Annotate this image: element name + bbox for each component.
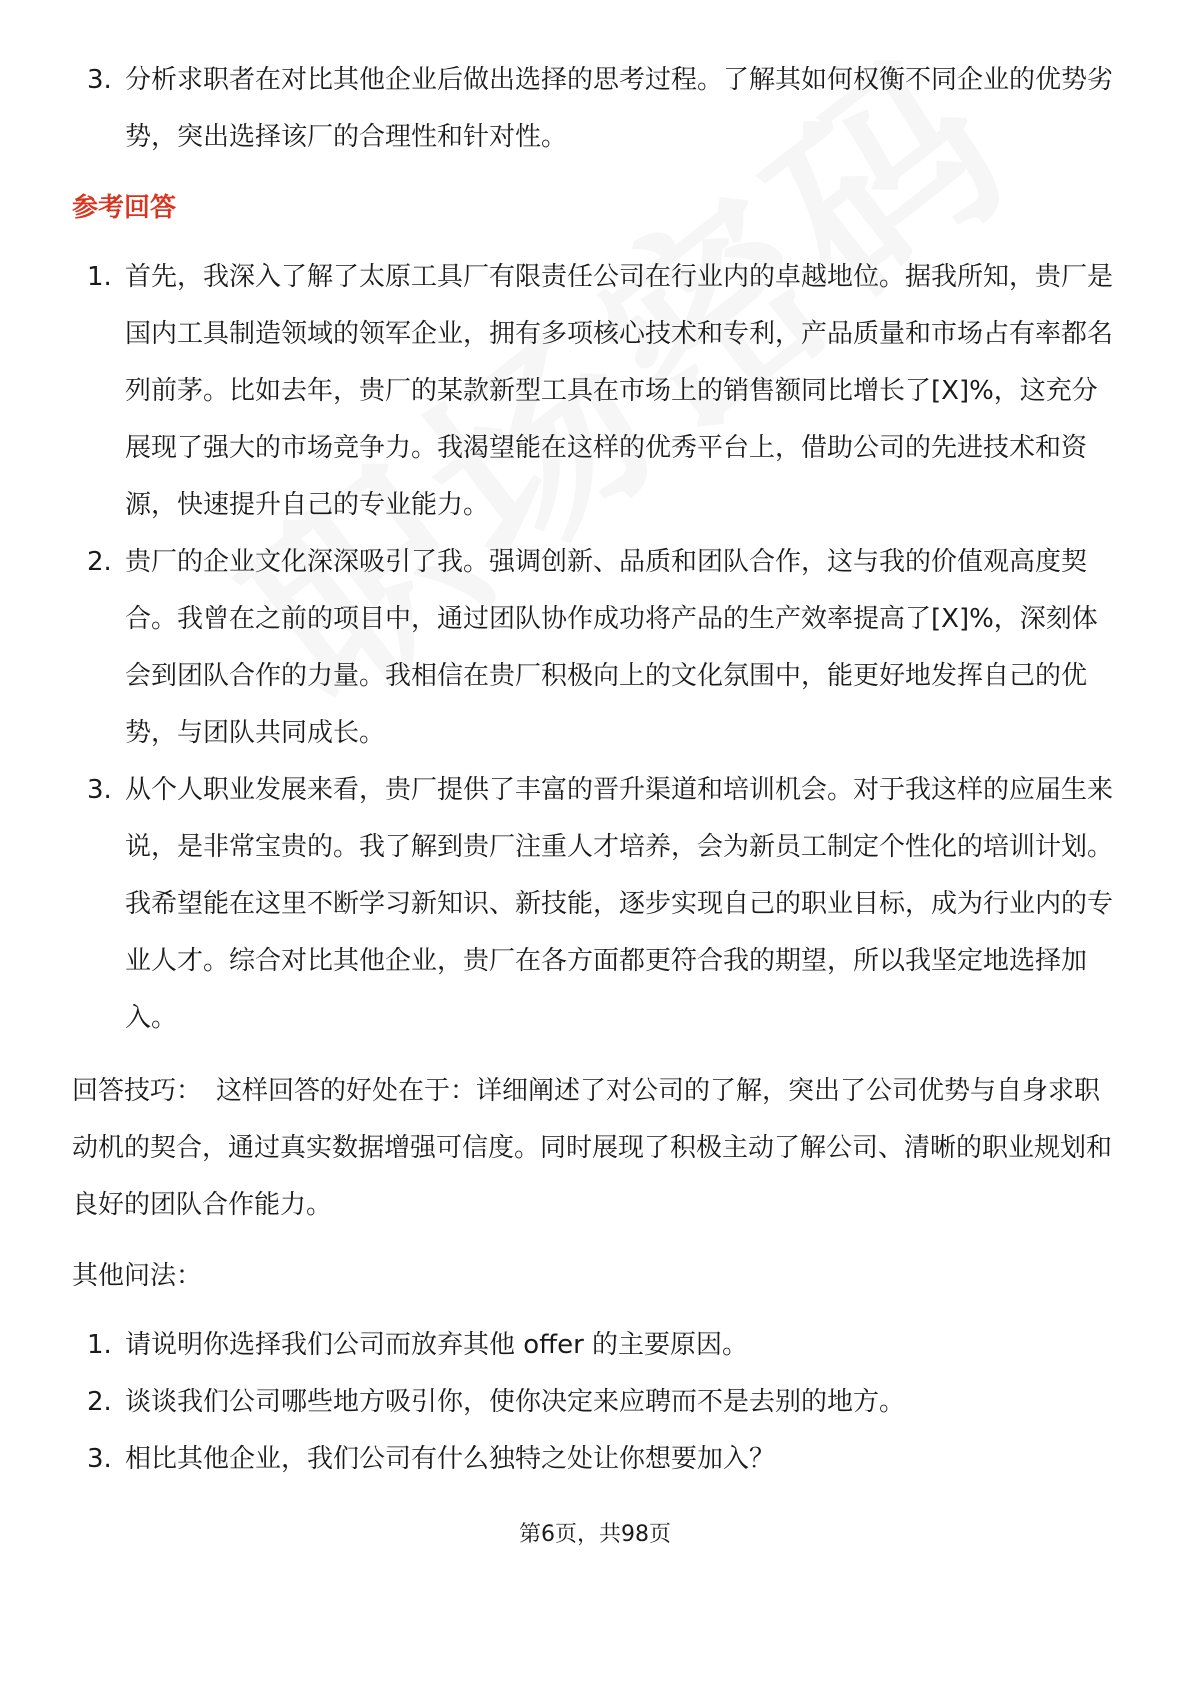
list-item-number: 3. (87, 775, 112, 805)
list-item-text: 相比其他企业，我们公司有什么独特之处让你想要加入？ (125, 1444, 776, 1474)
list-item-number: 1. (87, 1330, 112, 1360)
list-item-number: 1. (87, 262, 112, 292)
other-questions-heading: 其他问法： (72, 1261, 203, 1291)
list-item-text: 首先，我深入了解了太原工具厂有限责任公司在行业内的卓越地位。据我所知，贵厂是国内工具制造领域的领军企业，拥有多项核心技术和专利，产品质量和市场占有率都名列前茅。比如去年，贵厂的某款新型工具在市场上的销售额同比增长了[X]%，这充分展现了强大的市场竞争力。我渴望能在这样的优秀平台上，借助公司的先进技术和资源，快速提升自己的专业能力。 (125, 262, 1114, 520)
list-item-number: 3. (87, 65, 112, 95)
list-item-number: 3. (87, 1444, 112, 1474)
intro-list (72, 52, 1118, 166)
other-questions-list (72, 1317, 1118, 1488)
list-item (72, 534, 1118, 762)
list-item (72, 52, 1118, 166)
list-item (72, 1317, 1118, 1374)
list-item-text: 从个人职业发展来看，贵厂提供了丰富的晋升渠道和培训机会。对于我这样的应届生来说，是非常宝贵的。我了解到贵厂注重人才培养，会为新员工制定个性化的培训计划。我希望能在这里不断学习新知识、新技能，逐步实现自己的职业目标，成为行业内的专业人才。综合对比其他企业，贵厂在各方面都更符合我的期望，所以我坚定地选择加入。 (125, 775, 1114, 1033)
tips-label: 回答技巧： (72, 1076, 203, 1106)
list-item-number: 2. (87, 547, 112, 577)
page-number: 第6页，共98页 (519, 1522, 671, 1547)
answer-list (72, 249, 1118, 1047)
list-item (72, 1374, 1118, 1431)
tips-text: 这样回答的好处在于：详细阐述了对公司的了解，突出了公司优势与自身求职动机的契合，通过真实数据增强可信度。同时展现了积极主动了解公司、清晰的职业规划和良好的团队合作能力。 (72, 1076, 1113, 1220)
answer-heading: 参考回答 (72, 193, 177, 223)
list-item-number: 2. (87, 1387, 112, 1417)
list-item (72, 249, 1118, 534)
list-item (72, 762, 1118, 1047)
list-item-text: 贵厂的企业文化深深吸引了我。强调创新、品质和团队合作，这与我的价值观高度契合。我曾在之前的项目中，通过团队协作成功将产品的生产效率提高了[X]%，深刻体会到团队合作的力量。我相信在贵厂积极向上的文化氛围中，能更好地发挥自己的优势，与团队共同成长。 (125, 547, 1098, 748)
tips-paragraph (72, 1063, 1118, 1234)
list-item-text: 分析求职者在对比其他企业后做出选择的思考过程。了解其如何权衡不同企业的优势劣势，突出选择该厂的合理性和针对性。 (125, 65, 1114, 152)
page-content (72, 52, 1118, 1488)
list-item-text: 谈谈我们公司哪些地方吸引你，使你决定来应聘而不是去别的地方。 (125, 1387, 906, 1417)
list-item (72, 1431, 1118, 1488)
list-item-text: 请说明你选择我们公司而放弃其他 offer 的主要原因。 (125, 1330, 749, 1360)
